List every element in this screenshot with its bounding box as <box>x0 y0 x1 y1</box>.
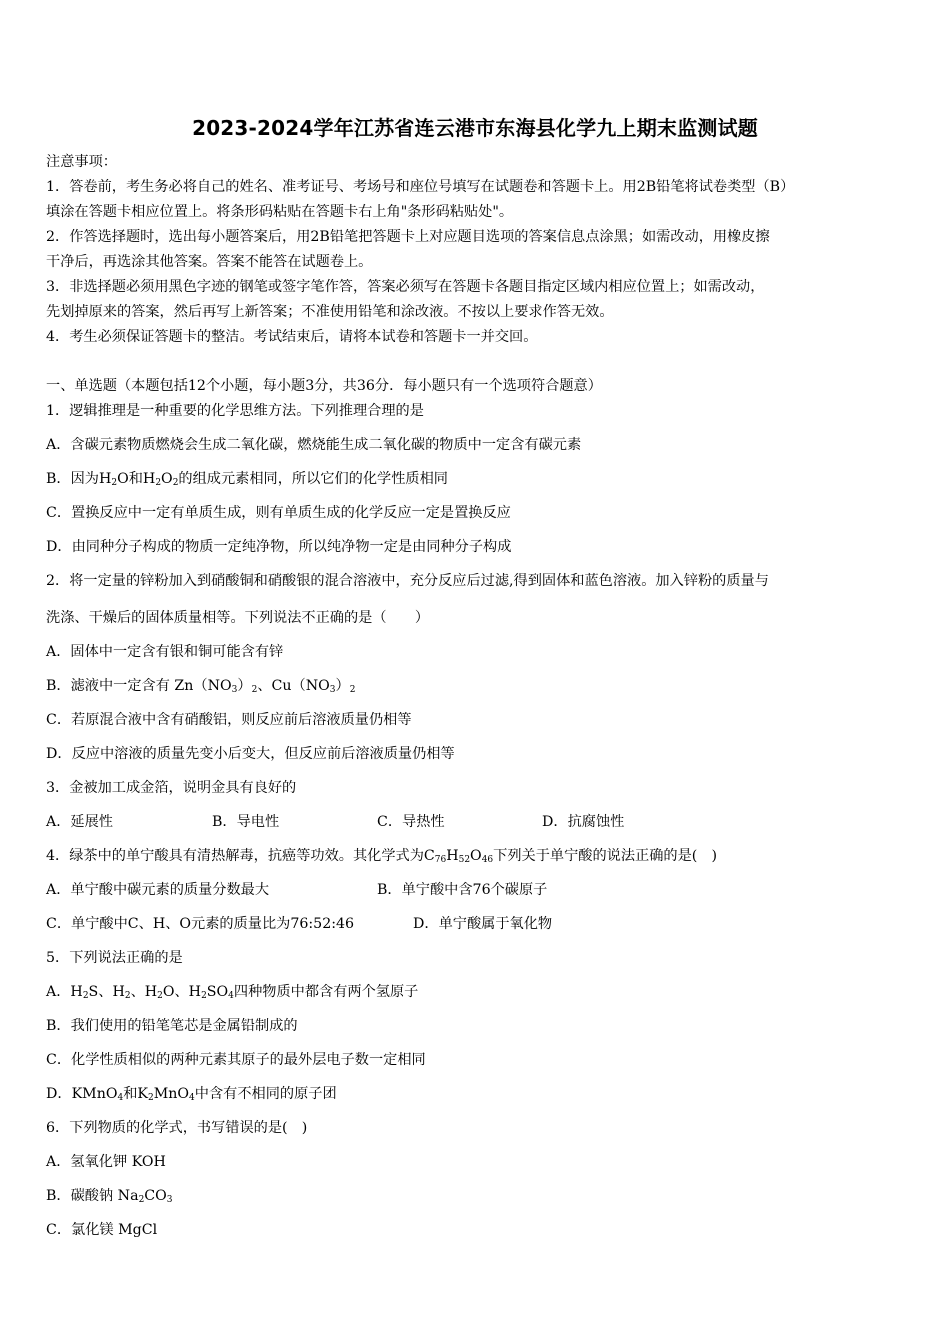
notice-line: 先划掉原来的答案，然后再写上新答案；不准使用铅笔和涂改液。不按以上要求作答无效。 <box>46 304 614 320</box>
question-4-option-d: D．单宁酸属于氧化物 <box>413 916 553 932</box>
notice-line: 干净后，再选涂其他答案。答案不能答在试题卷上。 <box>46 254 373 270</box>
question-1-option-a: A．含碳元素物质燃烧会生成二氧化碳，燃烧能生成二氧化碳的物质中一定含有碳元素 <box>46 437 582 453</box>
notice-line: 3．非选择题必须用黑色字迹的钢笔或签字笔作答，答案必须写在答题卡各题目指定区域内相应位置上；如需改动， <box>46 279 765 295</box>
question-2-option-d: D．反应中溶液的质量先变小后变大，但反应前后溶液质量仍相等 <box>46 746 455 762</box>
section-heading: 一、单选题（本题包括12个小题，每小题3分，共36分．每小题只有一个选项符合题意） <box>46 378 602 394</box>
question-3-option-d: D．抗腐蚀性 <box>542 814 625 830</box>
question-1-stem: 1．逻辑推理是一种重要的化学思维方法。下列推理合理的是 <box>46 403 424 419</box>
question-3-stem: 3．金被加工成金箔，说明金具有良好的 <box>46 780 297 796</box>
question-5-stem: 5．下列说法正确的是 <box>46 950 183 966</box>
page-title: 2023-2024学年江苏省连云港市东海县化学九上期末监测试题 <box>192 116 758 140</box>
notice-line: 2．作答选择题时，选出每小题答案后，用2B铅笔把答题卡上对应题目选项的答案信息点涂黑；如需改动，用橡皮擦 <box>46 229 770 245</box>
question-3-option-b: B．导电性 <box>212 814 280 830</box>
question-5-option-c: C．化学性质相似的两种元素其原子的最外层电子数一定相同 <box>46 1052 426 1068</box>
notice-line: 1．答卷前，考生务必将自己的姓名、准考证号、考场号和座位号填写在试题卷和答题卡上。用2B铅笔将试卷类型（B） <box>46 179 795 195</box>
question-5-option-b: B．我们使用的铅笔笔芯是金属铅制成的 <box>46 1018 298 1034</box>
question-6-stem: 6．下列物质的化学式，书写错误的是( ) <box>46 1120 308 1136</box>
notice-heading: 注意事项： <box>46 154 117 170</box>
question-2-stem-cont: 洗涤、干燥后的固体质量相等。下列说法不正确的是（ ） <box>46 610 430 626</box>
notice-line: 填涂在答题卡相应位置上。将条形码粘贴在答题卡右上角"条形码粘贴处"。 <box>46 204 514 220</box>
question-3-option-a: A．延展性 <box>46 814 113 830</box>
question-2-option-c: C．若原混合液中含有硝酸铝，则反应前后溶液质量仍相等 <box>46 712 412 728</box>
question-2-stem: 2．将一定量的锌粉加入到硝酸铜和硝酸银的混合溶液中，充分反应后过滤,得到固体和蓝色溶液。加入锌粉的质量与 <box>46 573 769 589</box>
question-4-option-a: A．单宁酸中碳元素的质量分数最大 <box>46 882 270 898</box>
question-2-option-b: B．滤液中一定含有 $Zn(NO_3)_2$、$Cu(NO_3)_2$ <box>46 678 356 695</box>
question-4-option-b: B．单宁酸中含76个碳原子 <box>377 882 548 898</box>
question-6-option-a: A．氢氧化钾 KOH <box>46 1154 166 1170</box>
question-6-option-b: B．碳酸钠 $Na_2CO_3$ <box>46 1188 173 1205</box>
question-2-option-a: A．固体中一定含有银和铜可能含有锌 <box>46 644 284 660</box>
question-1-option-c: C．置换反应中一定有单质生成，则有单质生成的化学反应一定是置换反应 <box>46 505 511 521</box>
question-5-option-d: D．KMnO$_4$和$K_2MnO_4$中含有不相同的原子团 <box>46 1086 337 1103</box>
question-4-stem: 4．绿茶中的单宁酸具有清热解毒，抗癌等功效。其化学式为$C_{76}H_{52}O_{46}$下列关于单宁酸的说法正确的是( ) <box>46 848 718 865</box>
notice-line: 4．考生必须保证答题卡的整洁。考试结束后，请将本试卷和答题卡一并交回。 <box>46 329 538 345</box>
question-5-option-a: A．$H_2S$、$H_2$、$H_2O$、$H_2SO_4$四种物质中都含有两个氢原子 <box>46 984 419 1001</box>
question-4-option-c: C．单宁酸中C、H、O元素的质量比为76:52:46 <box>46 916 355 932</box>
question-6-option-c: C．氯化镁 MgCl <box>46 1222 158 1238</box>
question-1-option-b: B．因为$H_2O$和$H_2O_2$的组成元素相同，所以它们的化学性质相同 <box>46 471 448 488</box>
question-1-option-d: D．由同种分子构成的物质一定纯净物，所以纯净物一定是由同种分子构成 <box>46 539 512 555</box>
question-3-option-c: C．导热性 <box>377 814 445 830</box>
